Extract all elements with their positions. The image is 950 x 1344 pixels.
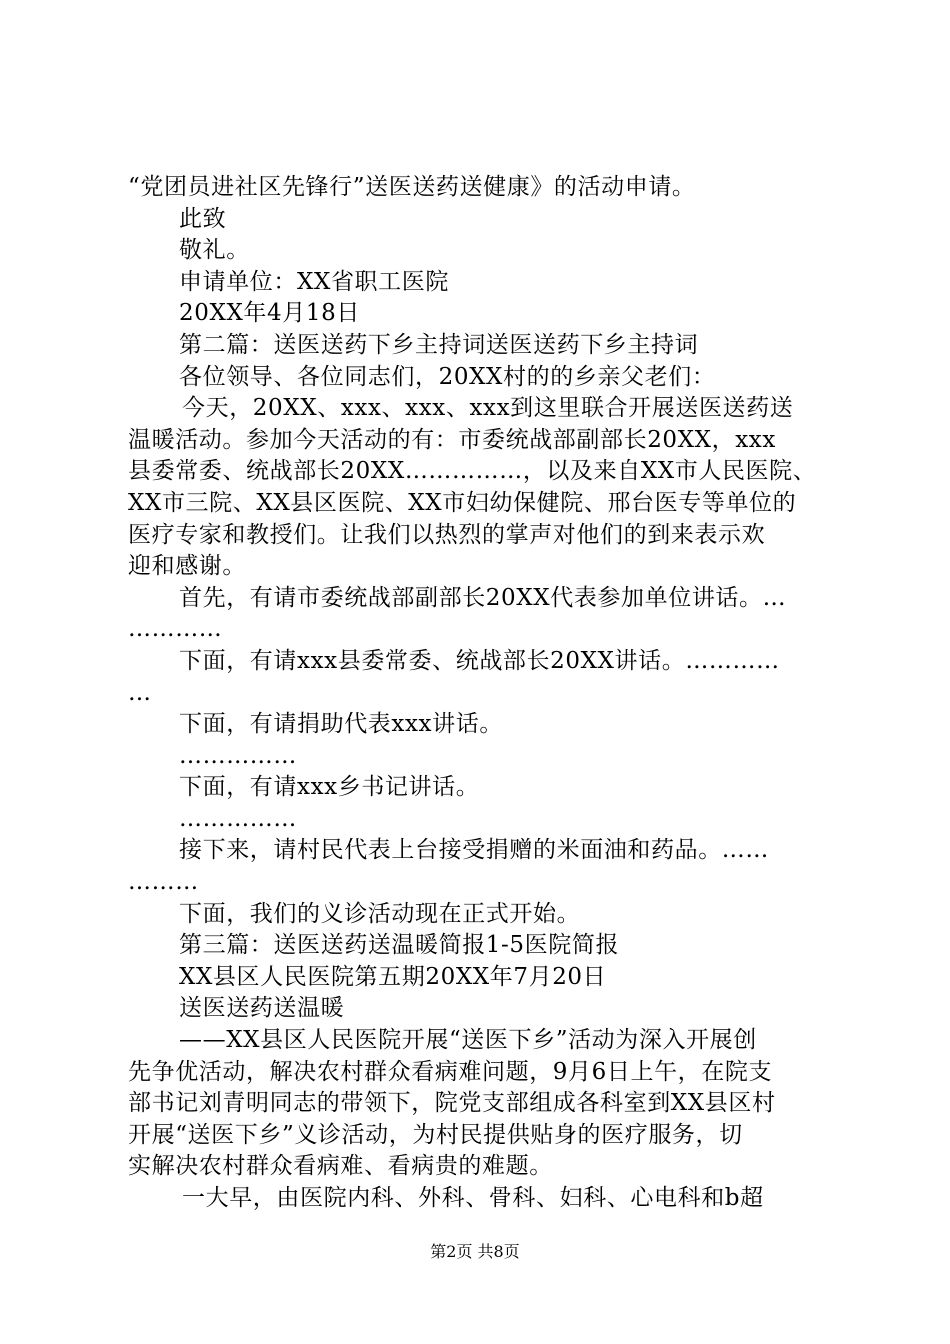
document-body <box>128 172 848 1215</box>
text-line: 此致 <box>179 205 227 232</box>
text-line: 下面，有请xxx县委常委、统战部长20XX讲话。………… <box>179 647 780 674</box>
text-line: 一大早，由医院内科、外科、骨科、妇科、心电科和b超 <box>182 1185 764 1211</box>
text-line: 敬礼。 <box>179 237 250 264</box>
text-line: 部书记刘青明同志的带领下，院党支部组成各科室到XX县区村 <box>128 1090 776 1117</box>
text-line: …………… <box>179 742 297 769</box>
text-line: “党团员进社区先锋行”送医送药送健康》的活动申请。 <box>128 174 696 200</box>
text-line: XX县区人民医院第五期20XX年7月20日 <box>179 963 607 990</box>
text-line: 送医送药送温暖 <box>179 995 345 1022</box>
text-line: XX市三院、XX县区医院、XX市妇幼保健院、邢台医专等单位的 <box>128 489 797 516</box>
text-line: ——XX县区人民医院开展“送医下乡”活动为深入开展创 <box>179 1027 757 1054</box>
text-line: 医疗专家和教授们。让我们以热烈的掌声对他们的到来表示欢 <box>128 521 766 548</box>
text-line: 今天，20XX、xxx、xxx、xxx到这里联合开展送医送药送 <box>182 395 794 422</box>
section-heading: 第三篇：送医送药送温暖简报1-5医院简报 <box>179 932 620 959</box>
text-line: 迎和感谢。 <box>128 553 246 580</box>
page-number-footer: 第2页 共8页 <box>430 1242 520 1261</box>
text-line: 开展“送医下乡”义诊活动，为村民提供贴身的医疗服务，切 <box>128 1121 743 1148</box>
text-line: ……… <box>128 869 199 896</box>
text-line: …………… <box>179 805 297 832</box>
text-line: 实解决农村群众看病难、看病贵的难题。 <box>128 1153 553 1180</box>
text-line: 各位领导、各位同志们，20XX村的的乡亲父老们： <box>179 363 716 390</box>
text-line: 20XX年4月18日 <box>179 300 360 327</box>
text-line: 温暖活动。参加今天活动的有：市委统战部副部长20XX，xxx <box>128 426 776 453</box>
text-line: 首先，有请市委统战部副部长20XX代表参加单位讲话。… <box>179 584 787 611</box>
text-line: 下面，有请捐助代表xxx讲话。 <box>179 711 503 738</box>
text-line: 先争优活动，解决农村群众看病难问题，9月6日上午，在院支 <box>128 1058 773 1085</box>
section-heading: 第二篇：送医送药下乡主持词送医送药下乡主持词 <box>179 331 699 358</box>
text-line: 申请单位：XX省职工医院 <box>179 268 449 295</box>
text-line: 县委常委、统战部长20XX……………，以及来自XX市人民医院、 <box>128 458 817 485</box>
text-line: 下面，我们的义诊活动现在正式开始。 <box>179 900 581 927</box>
text-line: ………… <box>128 616 223 643</box>
text-line: … <box>128 679 152 706</box>
text-line: 下面，有请xxx乡书记讲话。 <box>179 774 480 801</box>
text-line: 接下来，请村民代表上台接受捐赠的米面油和药品。…… <box>179 837 769 864</box>
